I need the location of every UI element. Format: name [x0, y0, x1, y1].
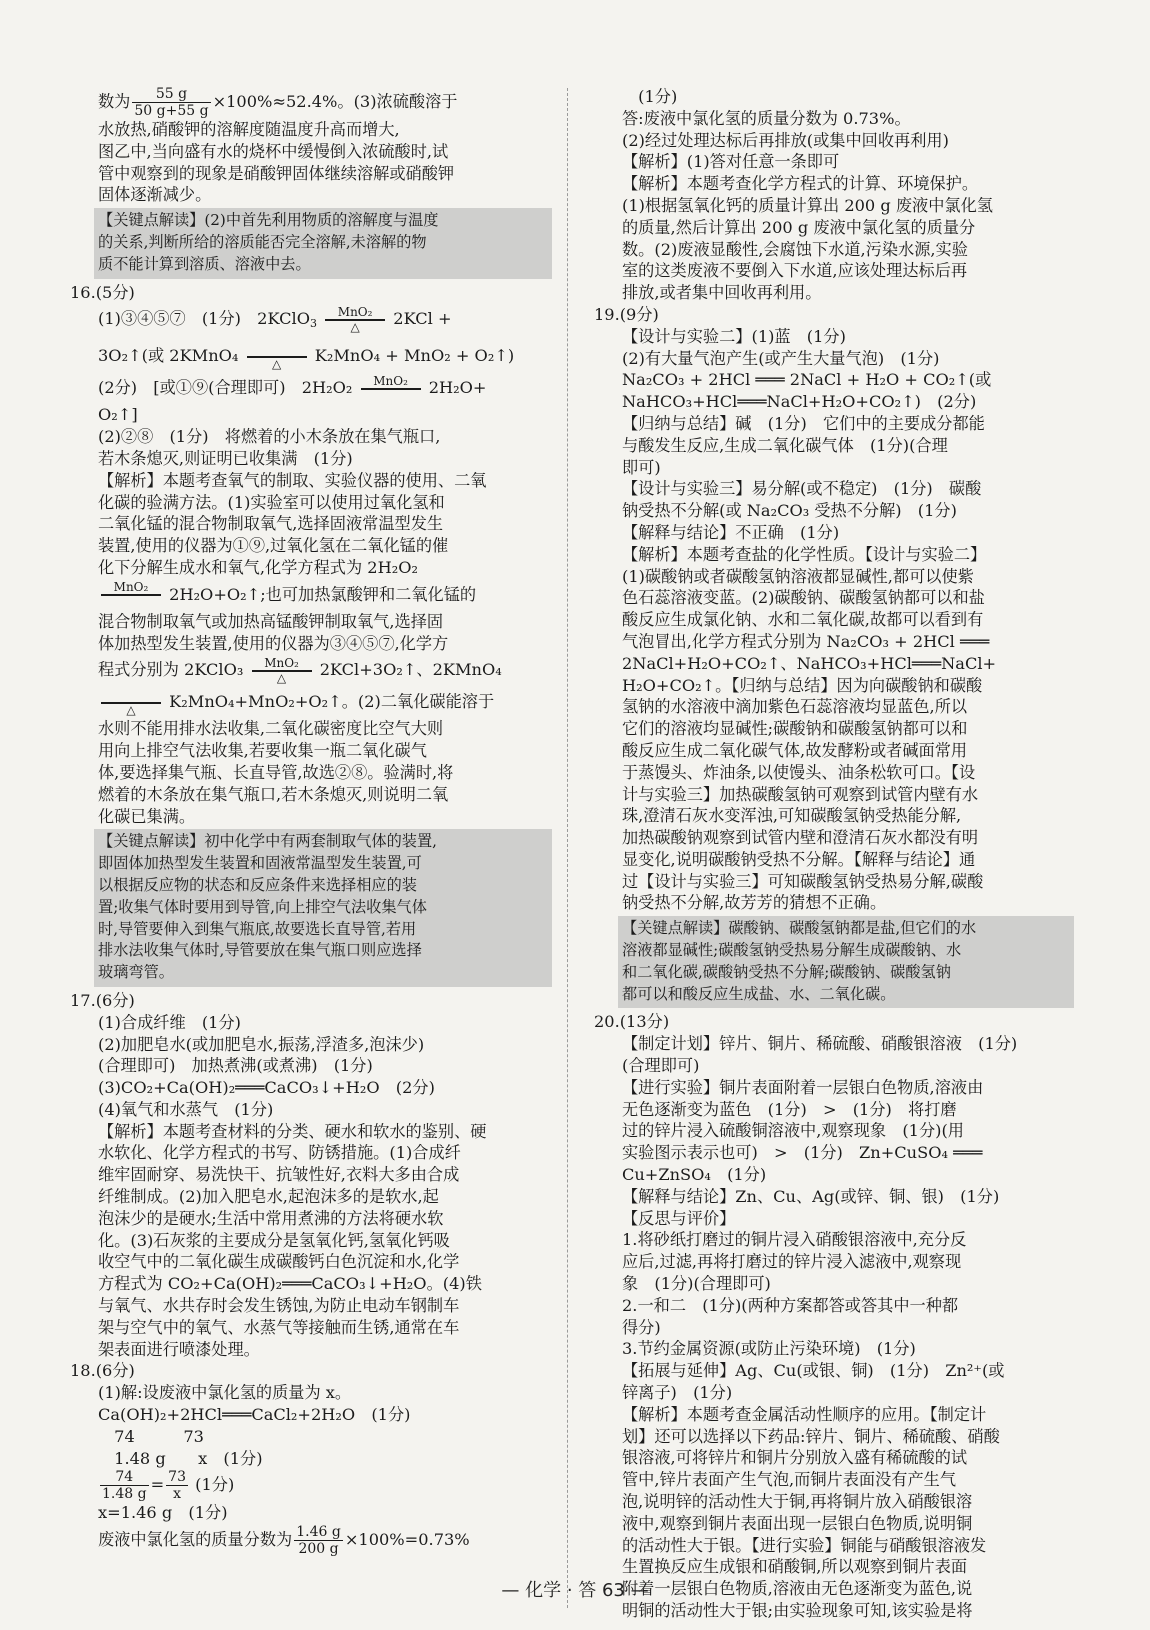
eq-text: ×100%=0.73%	[344, 1530, 470, 1550]
text-line: 纤维制成。(2)加入肥皂水,起泡沫多的是软水,起	[98, 1187, 439, 1207]
equation-line	[98, 654, 552, 686]
text-line: (3)CO₂+Ca(OH)₂═══CaCO₃↓+H₂O (2分)	[98, 1078, 435, 1098]
text-line: (1)碳酸钠或者碳酸氢钠溶液都显碱性,都可以使紫	[622, 566, 974, 586]
eq-text: K₂MnO₄ + MnO₂ + O₂↑)	[314, 346, 515, 366]
text-line: 化碳已集满。	[98, 806, 196, 826]
text-line: 3.节约金属资源(或防止污染环境) (1分)	[622, 1339, 916, 1359]
key-point-box	[618, 916, 1074, 1008]
fraction	[294, 1524, 343, 1557]
key-point-line: 都可以和酸反应生成盐、水、二氧化碳。	[622, 984, 896, 1003]
text-line: ×100%≈52.4%。(3)浓硫酸溶于	[212, 92, 458, 111]
text-line: 74 73	[98, 1426, 204, 1446]
text-line: 得分)	[622, 1317, 661, 1337]
key-point-line: 和二氧化碳,碳酸钠受热不分解;碳酸钠、碳酸氢钠	[622, 962, 951, 981]
text-line: 【设计与实验二】(1)蓝 (1分)	[622, 326, 846, 346]
key-point-box	[94, 208, 552, 278]
text-line: Cu+ZnSO₄ (1分)	[622, 1165, 767, 1185]
text-line: (合理即可)	[622, 1056, 700, 1076]
text-line: 用向上排空气法收集,若要收集一瓶二氧化碳气	[98, 741, 427, 761]
text-line: 管中观察到的现象是硝酸钾固体继续溶解或硝酸钾	[98, 163, 455, 183]
text-line: (4)氧气和水蒸气 (1分)	[98, 1099, 274, 1119]
text-line: 方程式为 CO₂+Ca(OH)₂═══CaCO₃↓+H₂O。(4)铁	[98, 1274, 482, 1294]
key-point-line: 置;收集气体时要用到导管,向上排空气法收集气体	[98, 897, 427, 916]
text-line: 【解析】本题考查盐的化学性质。【设计与实验二】	[622, 544, 987, 564]
text-line: 维牢固耐穿、易洗快干、抗皱性好,衣料大多由合成	[98, 1165, 460, 1185]
text-line: H₂O+CO₂↑。【归纳与总结】因为向碳酸钠和碳酸	[622, 675, 983, 695]
condition-bottom: △	[276, 670, 287, 685]
text-line: 【解析】本题考查化学方程式的计算、环境保护。	[622, 174, 979, 194]
text-line: 混合物制取氧气或加热高锰酸钾制取氧气,选择固	[98, 611, 444, 631]
condition-top	[101, 689, 161, 704]
text-line: 装置,使用的仪器为①⑨,过氧化氢在二氧化锰的催	[98, 536, 449, 556]
text-line: 【解析】本题考查材料的分类、硬水和软水的鉴别、硬	[98, 1121, 487, 1141]
equation-line	[98, 579, 552, 611]
eq-text: (1)③④⑤⑦ (1分) 2KClO	[98, 309, 310, 329]
text-line: 排放,或者集中回收再利用。	[622, 283, 822, 303]
text-line: 酸反应生成氯化钠、水和二氧化碳,故都可以看到有	[622, 610, 984, 630]
proportion-line: $\frac{74}{1.48 g}$ = $\frac{73}{x}$ (1分)	[102, 1469, 235, 1503]
text-line: (1)解:设废液中氯化氢的质量为 x。	[98, 1383, 352, 1403]
text-line: (1分)	[622, 87, 678, 106]
text-line: 【归纳与总结】碱 (1分) 它们中的主要成分都能	[622, 413, 985, 433]
condition-bottom: △	[271, 356, 282, 371]
text-line: 与酸发生反应,生成二氧化碳气体 (1分)(合理	[622, 435, 948, 455]
page-footer: — 化学 · 答 63 —	[501, 1580, 649, 1601]
text-line: 生置换反应生成银和硝酸铜,所以观察到铜片表面	[622, 1557, 968, 1577]
text-line: 【解析】本题考查金属活动性顺序的应用。【制定计	[622, 1404, 987, 1424]
reaction-condition	[101, 581, 161, 609]
text-line: 【解析】(1)答对任意一条即可	[622, 152, 840, 172]
eq-text: 废液中氯化氢的质量分数为	[98, 1530, 293, 1550]
text-line: (2)有大量气泡产生(或产生大量气泡) (1分)	[622, 348, 940, 368]
text-line: 气泡冒出,化学方程式分别为 Na₂CO₃ + 2HCl ═══	[622, 631, 990, 651]
text-line: (2)②⑧ (1分) 将燃着的小木条放在集气瓶口,	[98, 427, 441, 447]
text-line: 显变化,说明碳酸钠受热不分解。【解释与结论】通	[622, 849, 976, 869]
eq-text: 2KCl +	[393, 309, 452, 329]
text-line: 水则不能用排水法收集,二氧化碳密度比空气大则	[98, 719, 444, 739]
text-line: 即可)	[622, 457, 661, 477]
text-line: 架表面进行喷漆处理。	[98, 1339, 260, 1359]
reaction-condition	[252, 657, 312, 685]
text-line: 化。(3)石灰浆的主要成分是氢氧化钙,氢氧化钙吸	[98, 1230, 450, 1250]
left-column	[70, 86, 552, 1558]
key-point-box	[94, 829, 552, 987]
text-line: 实验图示表示也可) > (1分) Zn+CuSO₄ ═══	[622, 1143, 983, 1163]
text-line: 酸反应生成二氧化碳气体,故发酵粉或者碱面常用	[622, 740, 968, 760]
text-line: 室的这类废液不要倒入下水道,应该处理达标后再	[622, 261, 968, 281]
text-line: 明铜的活动性大于银;由实验现象可知,该实验是将	[622, 1600, 973, 1620]
text-line: 过的锌片浸入硫酸铜溶液中,观察现象 (1分)(用	[622, 1121, 964, 1141]
equation-line	[98, 686, 552, 718]
eq-text: 3O₂↑(或 2KMnO₄	[98, 346, 239, 366]
text-line: 的质量,然后计算出 200 g 废液中氯化氢的质量分	[622, 217, 976, 237]
fraction-numerator: 55 g	[132, 86, 210, 103]
fraction	[100, 1469, 149, 1502]
eq-text: 程式分别为 2KClO₃	[98, 660, 244, 680]
text-line: 管中,锌片表面产生气泡,而铜片表面没有产生气	[622, 1470, 957, 1490]
key-point-line: 【关键点解读】碳酸钠、碳酸氢钠都是盐,但它们的水	[622, 919, 977, 938]
text-line: 【反思与评价】	[622, 1208, 736, 1228]
fraction-numerator: 73	[168, 1469, 186, 1486]
text-line: 银溶液,可将锌片和铜片分别放入盛有稀硫酸的试	[622, 1448, 968, 1468]
text-line: x=1.46 g (1分)	[98, 1503, 228, 1523]
text-line: Na₂CO₃ + 2HCl ═══ 2NaCl + H₂O + CO₂↑(或	[622, 370, 992, 390]
question-18-heading: 18.(6分)	[70, 1361, 135, 1381]
text-line: 珠,澄清石灰水变浑浊,可知碳酸氢钠受热能分解,	[622, 806, 962, 826]
question-19-heading: 19.(9分)	[594, 304, 659, 324]
text-line: 钠受热不分解,故芳芳的猜想不正确。	[622, 893, 887, 913]
key-point-line: 【关键点解读】初中化学中有两套制取气体的装置,	[98, 832, 437, 851]
eq-text: 2H₂O+O₂↑;也可加热氯酸钾和二氧化锰的	[169, 584, 477, 604]
fraction-denominator: x	[173, 1486, 182, 1503]
condition-bottom	[361, 390, 421, 403]
condition-top: MnO₂	[325, 306, 385, 321]
text-line: 它们的溶液均显碱性;碳酸钠和碳酸氢钠都可以和	[622, 719, 968, 739]
condition-top: MnO₂	[361, 375, 421, 390]
equation-line	[98, 340, 552, 372]
text-line: NaHCO₃+HCl═══NaCl+H₂O+CO₂↑) (2分)	[622, 392, 977, 412]
text-line: 【解释与结论】不正确 (1分)	[622, 522, 840, 542]
key-point-line: 玻璃弯管。	[98, 963, 174, 982]
text-line: 应后,过滤,再将打磨过的锌片浸入滤液中,观察现	[622, 1252, 962, 1272]
text-line: 【制定计划】锌片、铜片、稀硫酸、硝酸银溶液 (1分)	[622, 1034, 1018, 1054]
text-line: 加热碳酸钠观察到试管内壁和澄清石灰水都没有明	[622, 828, 979, 848]
question-17-heading: 17.(6分)	[70, 990, 135, 1010]
text-line: 象 (1分)(合理即可)	[622, 1274, 771, 1294]
text-line: (合理即可) 加热煮沸(或煮沸) (1分)	[98, 1056, 373, 1076]
text-line: 体,要选择集气瓶、长直导管,故选②⑧。验满时,将	[98, 762, 454, 782]
fraction	[166, 1469, 188, 1502]
equation-line	[98, 303, 552, 340]
key-point-line: 质不能计算到溶质、溶液中去。	[98, 254, 311, 273]
key-point-line: 排水法收集气体时,导管要放在集气瓶口则应选择	[98, 941, 422, 960]
q15-tail-line	[98, 86, 552, 119]
text-line: 数。(2)废液显酸性,会腐蚀下水道,污染水源,实验	[622, 239, 968, 259]
text-line: 的活动性大于银。【进行实验】铜能与硝酸银溶液发	[622, 1535, 987, 1555]
text-line: 泡沫少的是硬水;生活中常用煮沸的方法将硬水软	[98, 1208, 444, 1228]
text-line: 色石蕊溶液变蓝。(2)碳酸钠、碳酸氢钠都可以和盐	[622, 588, 985, 608]
key-point-line: 【关键点解读】(2)中首先利用物质的溶解度与温度	[98, 211, 439, 230]
text-line: 水软化、化学方程式的书写、防锈措施。(1)合成纤	[98, 1143, 461, 1163]
reaction-condition	[325, 306, 385, 334]
text-line: 【拓展与延伸】Ag、Cu(或银、铜) (1分) Zn²⁺(或	[622, 1361, 1005, 1381]
text-line: 【进行实验】铜片表面附着一层银白色物质,溶液由	[622, 1077, 984, 1097]
text-line: 固体逐渐减少。	[98, 185, 212, 205]
text-line: 于蒸馒头、炸油条,以使馒头、油条松软可口。【设	[622, 762, 976, 782]
condition-bottom: △	[126, 702, 136, 717]
key-point-line: 的关系,判断所给的溶质能否完全溶解,未溶解的物	[98, 232, 427, 251]
text-line: 划】还可以选择以下药品:锌片、铜片、稀硫酸、硝酸	[622, 1426, 1000, 1446]
text-line: Ca(OH)₂+2HCl═══CaCl₂+2H₂O (1分)	[98, 1405, 411, 1425]
reaction-condition	[361, 375, 421, 403]
eq-text: K₂MnO₄+MnO₂+O₂↑。(2)二氧化碳能溶于	[169, 692, 495, 712]
column-divider	[567, 88, 568, 1608]
fraction-numerator: 74	[100, 1469, 149, 1486]
text-line: 收空气中的二氧化碳生成碳酸钙白色沉淀和水,化学	[98, 1252, 460, 1272]
eq-text: (2分) [或①⑨(合理即可) 2H₂O₂	[98, 378, 353, 398]
text-line: 二氧化锰的混合物制取氧气,选择固液常温型发生	[98, 514, 444, 534]
question-20-heading: 20.(13分)	[594, 1012, 670, 1032]
condition-top: MnO₂	[252, 657, 312, 672]
text-line: 与氧气、水共存时会发生锈蚀,为防止电动车钢制车	[98, 1296, 460, 1316]
text-line: 架与空气中的氧气、水蒸气等接触而生锈,通常在车	[98, 1317, 460, 1337]
text-line: 【设计与实验三】易分解(或不稳定) (1分) 碳酸	[622, 479, 982, 499]
text-line: 计与实验三】加热碳酸氢钠可观察到试管内壁有水	[622, 784, 979, 804]
text-line: 【解析】本题考查氧气的制取、实验仪器的使用、二氧	[98, 470, 487, 490]
text-line: 无色逐渐变为蓝色 (1分) > (1分) 将打磨	[622, 1099, 957, 1119]
condition-bottom: △	[350, 319, 360, 334]
text-line: 氢钠的水溶液中滴加紫色石蕊溶液均显蓝色,所以	[622, 697, 968, 717]
text-line: (2)经过处理达标后再排放(或集中回收再利用)	[622, 130, 949, 150]
text-line: 附着一层银白色物质,溶液由无色逐渐变为蓝色,说	[622, 1579, 973, 1599]
text-line: 2NaCl+H₂O+CO₂↑、NaHCO₃+HCl═══NaCl+	[622, 653, 997, 673]
text-line: 液中,观察到铜片表面出现一层银白色物质,说明铜	[622, 1513, 973, 1533]
text-line: 若木条熄灭,则证明已收集满 (1分)	[98, 448, 353, 468]
text-line: 钠受热不分解(或 Na₂CO₃ 受热不分解) (1分)	[622, 501, 957, 521]
score-note: (1分)	[195, 1475, 235, 1495]
frac-prefix: 数为	[98, 92, 131, 111]
text-line: 水放热,硝酸钾的溶解度随温度升高而增大,	[98, 120, 400, 139]
eq-text: 2H₂O+	[428, 378, 487, 398]
text-line: (2)加肥皂水(或加肥皂水,振荡,浮渣多,泡沫少)	[98, 1034, 425, 1054]
fraction-denominator: 200 g	[298, 1541, 339, 1558]
key-point-line: 溶液都显碱性;碳酸氢钠受热易分解生成碳酸钠、水	[622, 941, 962, 960]
fraction	[132, 86, 210, 119]
fraction-numerator: 1.46 g	[296, 1524, 341, 1541]
right-column	[594, 86, 1074, 1622]
fraction-denominator: 1.48 g	[102, 1486, 147, 1503]
text-line: 燃着的木条放在集气瓶口,若木条熄灭,则说明二氧	[98, 784, 449, 804]
text-line: 1.将砂纸打磨过的铜片浸入硝酸银溶液中,充分反	[622, 1230, 967, 1250]
fraction-denominator: 50 g+55 g	[134, 103, 209, 119]
condition-top	[247, 343, 307, 358]
reaction-condition	[247, 343, 307, 371]
text-line: 化碳的验满方法。(1)实验室可以使用过氧化氢和	[98, 492, 445, 512]
text-line: 化下分解生成水和氧气,化学方程式为 2H₂O₂	[98, 557, 418, 577]
text-line: 1.48 g x (1分)	[98, 1448, 263, 1468]
key-point-line: 时,导管要伸入到集气瓶底,故要选长直导管,若用	[98, 919, 417, 938]
text-line: (1)合成纤维 (1分)	[98, 1012, 241, 1032]
eq-text: 2KCl+3O₂↑、2KMnO₄	[319, 660, 502, 680]
condition-top: MnO₂	[101, 581, 161, 596]
reaction-condition	[101, 689, 161, 717]
key-point-line: 以根据反应物的状态和反应条件来选择相应的装	[98, 875, 417, 894]
text-line: 体加热型发生装置,使用的仪器为③④⑤⑦,化学方	[98, 633, 449, 653]
text-line: 答:废液中氯化氢的质量分数为 0.73%。	[622, 108, 911, 128]
question-16-heading: 16.(5分)	[70, 282, 135, 302]
text-line: O₂↑]	[98, 405, 138, 425]
condition-bottom	[101, 596, 161, 609]
text-line: 锌离子) (1分)	[622, 1383, 733, 1403]
text-line: 图乙中,当向盛有水的烧杯中缓慢倒入浓硫酸时,试	[98, 141, 449, 161]
key-point-line: 即固体加热型发生装置和固液常温型发生装置,可	[98, 854, 422, 873]
text-line: (1)根据氢氧化钙的质量计算出 200 g 废液中氯化氢	[622, 195, 993, 215]
text-line: 【解释与结论】Zn、Cu、Ag(或锌、铜、银) (1分)	[622, 1186, 1000, 1206]
subscript: 3	[309, 317, 317, 331]
text-line: 过【设计与实验三】可知碳酸氢钠受热易分解,碳酸	[622, 871, 984, 891]
result-line	[98, 1524, 552, 1557]
text-line: 泡,说明锌的活动性大于铜,再将铜片放入硝酸银溶	[622, 1492, 973, 1511]
equation-line	[98, 372, 552, 404]
text-line: 2.一和二 (1分)(两种方案都答或答其中一种都	[622, 1295, 959, 1315]
